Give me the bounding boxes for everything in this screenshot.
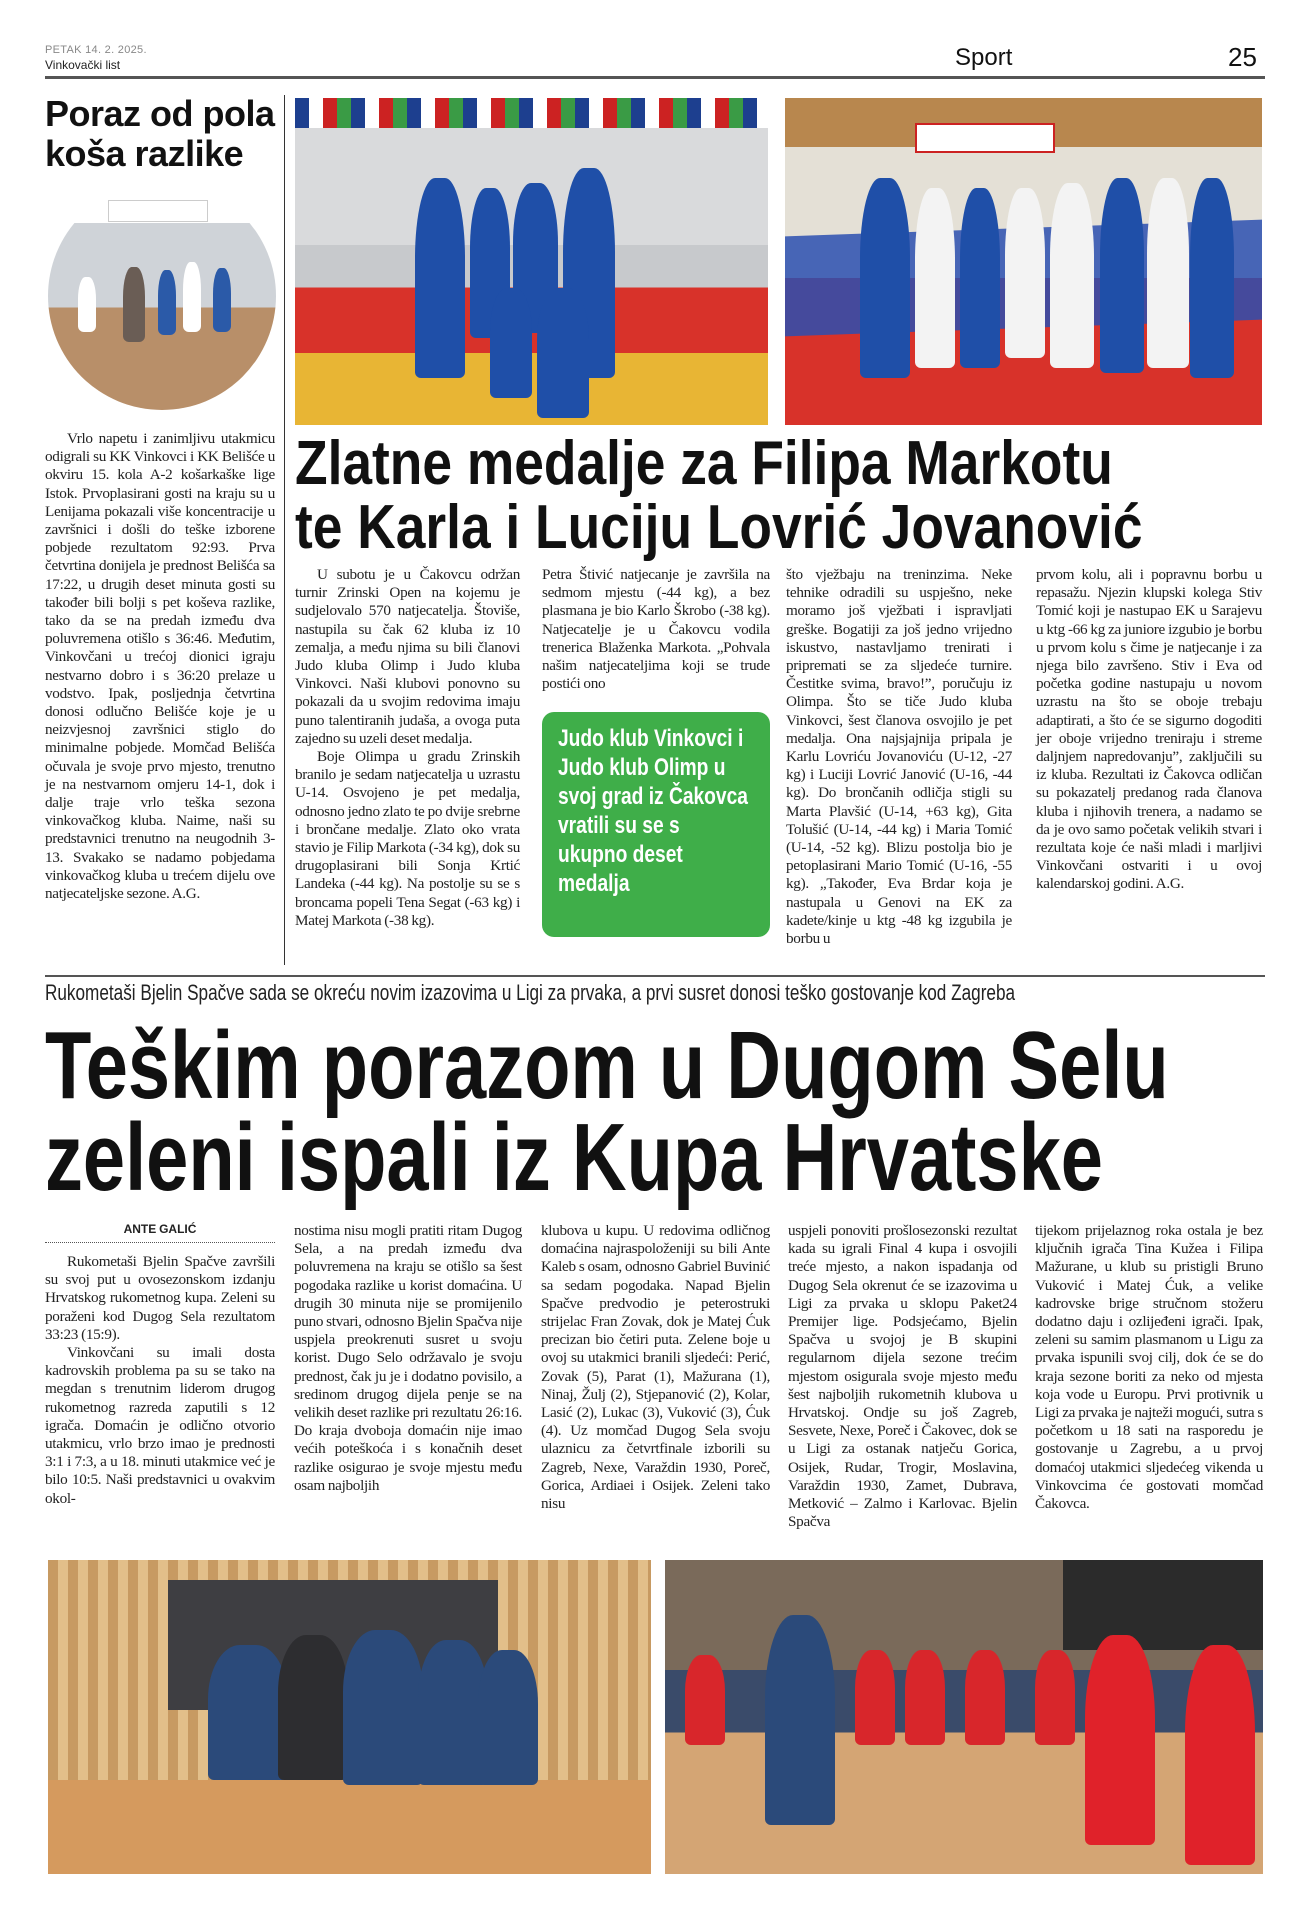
handball-headline-line-2: zeleni ispali iz Kupa Hrvatske bbox=[45, 1104, 1103, 1211]
paragraph: klubova u kupu. U redovima odličnog domaćina najraspoloženiji su bili Ante Kaleb s osam, odnosno Gabriel Buvinić sa sedam pogodaka. Napad Bjelin Spačve predvodio je peterostruki strijelac Fran Zovak, dok je Matej Ćuk precizan bio četiri puta. Zelene boje u ovoj su utakmici branili sljedeći: Perić, Zovak (5), Parat (1), Mažurana (1), Ninaj, Žulj (2), Stjepanović (2), Kolar, Lasić (2), Lukac (3), Vuković (3), Ćuk (4). Uz momčad Dugog Sela svoju ulaznicu za četvrtfinale izborili su Zagreb, Nexe, Varaždin 1930, Poreč, Gorica, Ardiaei i Osijek. Zeleni tako nisu bbox=[541, 1222, 770, 1513]
handball-column-5 bbox=[1035, 1222, 1263, 1513]
judo-headline-line-1: Zlatne medalje za Filipa Markotu bbox=[295, 429, 1113, 498]
page-number: 25 bbox=[1228, 42, 1257, 72]
paragraph: uspjeli ponoviti prošlosezonski rezultat kada su igrali Final 4 kupa i osvojili treće mjesto, a nakon ispadanja od Dugog Sela okrenut će se izazovima u Ligi za prvaka u sklopu Paket24 Premijer lige. Podsjećamo, Bjelin Spačva u svojoj je B skupini regularnom dijela sezone trećim mjestom osigurala svoje mjesto među šest najboljih rukometnih klubova u Hrvatskoj. Ondje su još Zagreb, Sesvete, Nexe, Poreč i Čakovec, dok se u Ligi za ostanak natječu Gorica, Osijek, Rudar, Trogir, Moslavina, Varaždin 1930, Zamet, Dubrava, Metković – Zalmo i Karlovac. Bjelin Spačva bbox=[788, 1222, 1017, 1531]
paragraph: Vinkovčani su imali dosta kadrovskih problema pa su se tako na megdan s trenutnim liderom drugog rukometnog razreda zaputili s 12 igrača. Domaćin je odlično otvorio utakmicu, vrlo brzo imao je prednosti 3:1 i 7:3, a u 18. minuti utakmice već je bilo 10:5. Naši predstavnici u ovakvim okol- bbox=[45, 1344, 275, 1507]
handball-kicker bbox=[45, 980, 1285, 1006]
paragraph: Boje Olimpa u gradu Zrinskih branilo je sedam natjecatelja u uzrastu U-14. Osvojeno je pet medalja, odnosno jedno zlato te po dvije srebrne i brončane medalje. Zlato oko vrata stavio je Filip Markota (-34 kg), dok su drugoplasirani bili Sonja Krtić Landeka (-44 kg). Na postolje su se s broncama popeli Tena Segat (-63 kg) i Matej Markota (-38 kg). bbox=[295, 748, 520, 929]
judo-headline-line-2: te Karla i Luciju Lovrić Jovanović bbox=[295, 493, 1143, 562]
paragraph: prvom kolu, ali i popravnu borbu u repasažu. Njezin klupski kolega Stiv Tomić koji je nastupao EK u Sarajevu u ktg -66 kg za juniore izgubio je borbu u prvom kolu s čime je natjecanje i za njega bilo završeno. Stiv i Eva od početka godine nastupaju u novom uzrastu na što se oboje trebaju adaptirati, a što će se sigurno dogoditi jer oboje vrijedno treniraju i streme daljnjem napredovanju”, zaključili su iz kluba. Rezultati iz Čakovca odličan su pokazatelj predanog rada članova kluba i njihovih trenera, a nadamo se da je ovo samo početak velikih stvari i rezultata koje će naši mladi i marljivi Vinkovčani ostvariti i u ovoj kalendarskoj godini. A.G. bbox=[1036, 566, 1262, 893]
judo-column-1 bbox=[295, 566, 520, 930]
handball-match-action-photo bbox=[665, 1560, 1263, 1874]
section-rule bbox=[45, 975, 1265, 977]
header-rule bbox=[45, 76, 1265, 79]
handball-column-2 bbox=[294, 1222, 522, 1495]
judo-team-photo-1 bbox=[295, 98, 768, 425]
kicker-text: Rukometaši Bjelin Spačve sada se okreću novim izazovima u Ligi za prvaka, a prvi susret donosi teško gostovanje kod Zagreba bbox=[45, 980, 1016, 1005]
highlight-box bbox=[542, 712, 770, 937]
basketball-headline: Poraz od pola koša razlike bbox=[45, 93, 275, 174]
handball-column-3 bbox=[541, 1222, 770, 1513]
basketball-photo bbox=[48, 182, 276, 410]
issue-date: PETAK 14. 2. 2025. bbox=[45, 44, 147, 56]
judo-column-2 bbox=[542, 566, 770, 693]
highlight-text: Judo klub Vinkovci i Judo klub Olimp u svoj grad iz Čakovca vratili su se s ukupno deset medalja bbox=[558, 725, 748, 897]
paragraph: Vrlo napetu i zanimljivu utakmicu odigrali su KK Vinkovci i KK Belišće u okviru 15. kola A-2 košarkaške lige Istok. Prvoplasirani gosti na kraju su u Lenijama pokazali više koncentracije u završnici i došli do teške izborene pobjede rezultatom 92:93. Prva četvrtina donijela je prednost Belišća sa 17:22, u drugih deset minuta gosti su također bili bolji s pet koševa razlike, tako da se na predah između dva poluvremena otišlo s 36:46. Međutim, Vinkovčani u trećoj dionici igraju nestvarno dobro i s 36:20 prelaze u vodstvo. Ipak, posljednja četvrtina donosi odlučno Belišće koje je u neizvjesnoj završnici stiglo do minimalne pobjede. Momčad Belišća očuvala je svoje prvo mjesto, trenutno je na nestvarnom omjeru 14-1, dok i dalje traje vrlo teška sezona vinkovačkog kluba. Naime, naši su predstavnici trenutno na neugodnih 3-13. Svakako se nadamo pobjedama vinkovačkog kluba u trećem dijelu ove natjecateljske sezone. A.G. bbox=[45, 430, 275, 903]
handball-headline-line-1: Teškim porazom u Dugom Selu bbox=[45, 1012, 1169, 1119]
paragraph: što vježbaju na treninzima. Neke tehnike odradili su uspješno, neke moramo još vježbati i ispravljati greške. Bogatiji za još jedno vrijedno iskustvo, nastavljamo trenirati i pripremati se za sljedeće turnire. Čestitke svima, bravo!”, poručuju iz Olimpa. Što se tiče Judo kluba Vinkovci, šest članova osvojilo je pet medalja. Ona najsjajnija pripala je Karlu Lovriću Jovanoviću (U-12, -27 kg) i Luciji Lovrić Janović (U-16, -44 kg). Do brončanih odličja stigli su Marta Plavšić (U-14, +63 kg), Gita Tolušić (U-14, -44 kg) i Maria Tomić (U-14, -52 kg). Blizu postolja bio je petoplasirani Mario Tomić (U-16, -55 kg). „Također, Eva Brdar koja je nastupala u Genovi na EK za kadete/kinje u ktg -48 kg izgubila je borbu u bbox=[786, 566, 1012, 948]
paragraph: Rukometaši Bjelin Spačve završili su svoj put u ovosezonskom izdanju Hrvatskog rukometnog kupa. Zeleni su poraženi kod Dugog Sela rezultatom 33:23 (15:9). bbox=[45, 1253, 275, 1343]
paragraph: Petra Štivić natjecanje je završila na sedmom mjestu (-44 kg), a bez plasmana je bio Karlo Škrobo (-38 kg). Natjecatelje je u Čakovcu vodila trenerica Blaženka Markota. „Pohvala našim natjecateljima koji se trude postići ono bbox=[542, 566, 770, 693]
paragraph: tijekom prijelaznog roka ostala je bez ključnih igrača Tina Kužea i Filipa Mažurane, u klub su pristigli Bruno Vuković i Matej Ćuk, a velike kadrovske brige stručnom stožeru dodatno daju i ozlijeđeni igrači. Ipak, zeleni su samim plasmanom u Ligu za prvaka ispunili svoj cilj, dok će se do kraja sezone boriti za neko od mjesta koja vode u Europu. Prvi protivnik u Ligi za prvaka je najteži mogući, sutra s početkom u 18 sati na rasporedu je gostovanje u Zagrebu, a u prvoj domaćoj utakmici sljedećeg vikenda u Vinkovcima će gostovati momčad Čakovca. bbox=[1035, 1222, 1263, 1513]
newspaper-name: Vinkovački list bbox=[45, 58, 121, 72]
handball-column-1 bbox=[45, 1222, 275, 1508]
author-byline: ANTE GALIĆ bbox=[45, 1222, 275, 1243]
basketball-body bbox=[45, 430, 275, 903]
handball-headline bbox=[45, 1012, 1311, 1211]
judo-headline bbox=[295, 429, 1275, 562]
handball-column-4 bbox=[788, 1222, 1017, 1531]
column-divider bbox=[284, 95, 285, 965]
section-title: Sport bbox=[955, 44, 1013, 71]
judo-column-3 bbox=[786, 566, 1012, 948]
paragraph: U subotu je u Čakovcu održan turnir Zrinski Open na kojemu je sudjelovalo 570 natjecatelja. Štoviše, nastupila su čak 62 kluba iz 10 zemalja, a među njima su bili članovi Judo kluba Olimp i Judo kluba Vinkovci. Naši klubovi ponovno su pokazali da u svojim redovima imaju puno talentiranih judaša, a ovoga puta zajedno su uzeli deset medalja. bbox=[295, 566, 520, 747]
handball-team-huddle-photo bbox=[48, 1560, 651, 1874]
judo-team-photo-2 bbox=[785, 98, 1262, 425]
judo-column-4 bbox=[1036, 566, 1262, 894]
paragraph: nostima nisu mogli pratiti ritam Dugog Sela, a na predah između dva poluvremena na kraju se otišlo sa šest pogodaka razlike u korist domaćina. U drugih 30 minuta nije se promijenilo puno stvari, odnosno Bjelin Spačva nije uspjela preokrenuti susret u svoju korist. Dugo Selo održavalo je svoju prednost, čak ju je i dodatno povisilo, a sredinom drugog dijela penje se na velikih deset razlike pri rezultatu 26:16. Do kraja dvoboja domaćin nije imao većih poteškoća i s konačnih deset razlike osigurao je svoje mjestu među osam najboljih bbox=[294, 1222, 522, 1494]
